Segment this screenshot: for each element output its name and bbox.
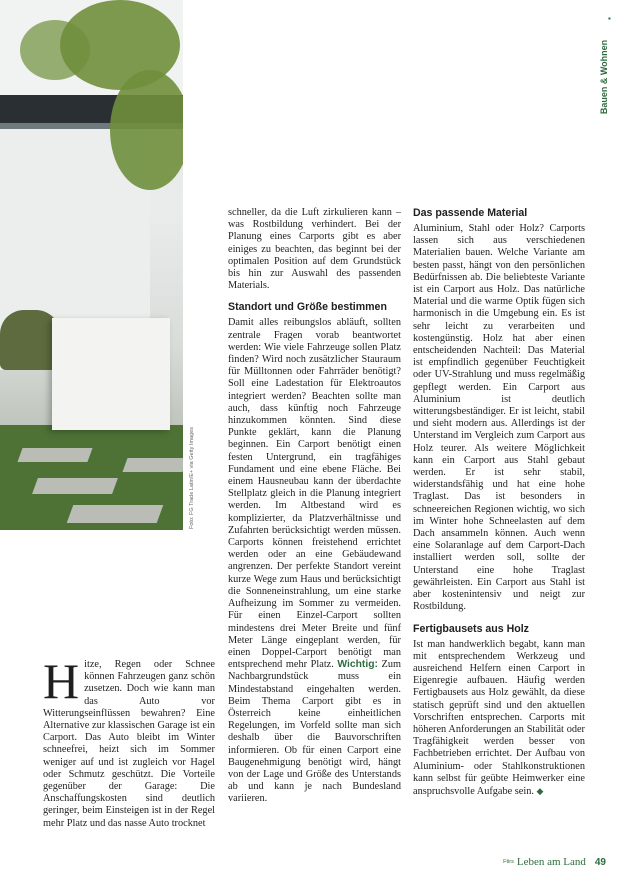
photo-planter-block bbox=[52, 318, 170, 430]
subheading: Fertigbausets aus Holz bbox=[413, 622, 529, 635]
article-column-2 bbox=[228, 207, 401, 806]
subheading: Standort und Größe bestimmen bbox=[228, 301, 387, 314]
magazine-name: Leben am Land bbox=[516, 856, 586, 868]
photo-stepping-stone bbox=[67, 505, 164, 523]
end-mark-icon: ◆ bbox=[536, 785, 544, 796]
paragraph: Aluminium, Stahl oder Holz? Carports lassen sich aus verschiedenen Materialien bauen. Welche Variante am besten passt, hängt von den persönlichen Bedürfnissen ab. Die beliebteste Variante ist ein Carport aus Holz. Das natürliche Material und die warme Optik fügen sich harmonisch in die Umgebung ein. Es ist sehr leicht zu verarbeiten und kostengünstig. Holz hat aber einen entscheidenden Nachteil: Das Material ist empfindlich gegenüber Feuchtigkeit oder UV-Strahlung und muss regelmäßig gepflegt werden. Ein Carport aus Aluminium ist deutlich witterungsbeständiger. Er ist leicht, stabil und sieht modern aus. Allerdings ist der Unterstand im Vergleich zum Carport aus Holz teurer. Als weitere Möglichkeit kann ein Carport aus Stahl gebaut werden. Er ist sehr stabil, widerstandsfähig und hat eine hohe Traglast. Das ist besonders in schneereichen Regionen wichtig, wo sich im Winter hohe Schneelasten auf dem Dach ansammeln können. Auch wenn eine Solaranlage auf dem Carport-Dach installiert werden soll, sollte der Unterstand eine hohe Traglast gewährleisten. Ein Carport aus Stahl ist aber kostenintensiv und neigt zur Rostbildung. bbox=[413, 223, 585, 613]
paragraph: Ist man handwerklich begabt, kann man mit entsprechendem Werkzeug und ausreichend Helfern einen Carport in Eigenregie aufbauen. Häufig werden Fertigbausets aus Holz gewählt, da diese statisch geprüft sind und den aktuellen Vorschriften entsprechen. Carports mit höheren Anforderungen an Stabilität oder Tragfähigkeit werden besser von Fachbetrieben errichtet. Der Aufbau von Aluminium- oder Stahlkonstruktionen kann selbst für geübte Heimwerker eine anspruchsvolle Aufgabe sein. ◆ bbox=[413, 638, 585, 797]
dropcap: H bbox=[43, 653, 80, 709]
page-footer bbox=[503, 856, 606, 868]
intro-paragraph bbox=[43, 653, 215, 830]
paragraph: schneller, da die Luft zirkulieren kann – was Rostbildung verhindert. Bei der Planung eines Carports gibt es aber einiges zu beachten, das beginnt bei der optimalen Position auf dem Grundstück bis hin zur Auswahl des passenden Materials. bbox=[228, 207, 401, 292]
highlight-label: Wichtig: bbox=[337, 659, 378, 671]
photo-hedge bbox=[0, 310, 60, 370]
photo-stepping-stone bbox=[32, 478, 118, 494]
page-number: 49 bbox=[594, 857, 606, 868]
article-photo bbox=[0, 0, 183, 530]
photo-tree-leaves bbox=[20, 20, 90, 80]
photo-credit: Foto: FG Trade Latin/E+ via Getty Images bbox=[189, 427, 195, 529]
article-column-1 bbox=[43, 653, 215, 830]
section-tag: Bauen & Wohnen bbox=[599, 39, 609, 115]
paragraph: Damit alles reibungslos abläuft, sollten zentrale Fragen vorab beantwortet werden: Wie viele Fahrzeuge sollen Platz finden? Wird noch zusätzlicher Stauraum für Mülltonnen oder Fahrräder benötigt? Soll eine Ladestation für Elektroautos integriert werden? Beachten sollte man auch, dass künftig noch Fahrzeuge hinzukommen könnten. Sind diese Punkte geklärt, kann die Planung beginnen. Ein Carport benötigt einen festen Untergrund, ein tragfähiges Fundament und eine ebene Fläche. Bei einem Hausneubau kann der überdachte Stellplatz gleich in die Planung integriert werden. Im Altbestand wird es komplizierter, da Platzverhältnisse und Zufahrten berücksichtigt werden müssen. Carports können freistehend errichtet werden oder an eine Gebäudewand angrenzen. Der perfekte Standort vereint kurze Wege zum Haus und berücksichtigt die Sonneneinstrahlung, um eine starke Aufheizung im Sommer zu vermeiden. Für einen Einzel-Carport sollten mindestens drei Meter Breite und fünf Meter Länge eingeplant werden, für einen Doppel-Carport benötigt man entsprechend mehr Platz. Wichtig: Zum Nachbargrundstück muss ein Mindestabstand eingehalten werden. Beim Thema Carport gibt es in Österreich keine einheitlichen Regelungen, im Vorfeld sollte man sich deshalb über die Bauvorschriften informieren. Ob für einen Carport eine Baugenehmigung benötigt wird, hängt von der Lage und Größe des Unterstands ab und kann je nach Bundesland variieren. bbox=[228, 317, 401, 805]
intro-text: itze, Regen oder Schnee können Fahrzeugen ganz schön zusetzen. Doch wie kann man das Auto vor Witterungseinflüssen bewahren? Eine Alternative zur klassischen Garage ist ein Carport. Das Auto bleibt im Winter schneefrei, heizt sich im Sommer weniger auf und ist zugleich vor Hagel oder Schmutz geschützt. Die Vorteile gegenüber der Garage: Die Anschaffungskosten sind deutlich geringer, beim Einsteigen ist in der Regel mehr Platz und das nasse Auto trocknet bbox=[43, 659, 215, 829]
photo-tree-leaves bbox=[110, 70, 183, 190]
footer-brand-small: Ftirs bbox=[503, 859, 514, 865]
corner-mark-icon: ▪ bbox=[608, 14, 611, 23]
subheading: Das passende Material bbox=[413, 207, 528, 219]
photo-stepping-stone bbox=[122, 458, 183, 472]
photo-stepping-stone bbox=[17, 448, 92, 462]
article-column-3 bbox=[413, 207, 585, 798]
